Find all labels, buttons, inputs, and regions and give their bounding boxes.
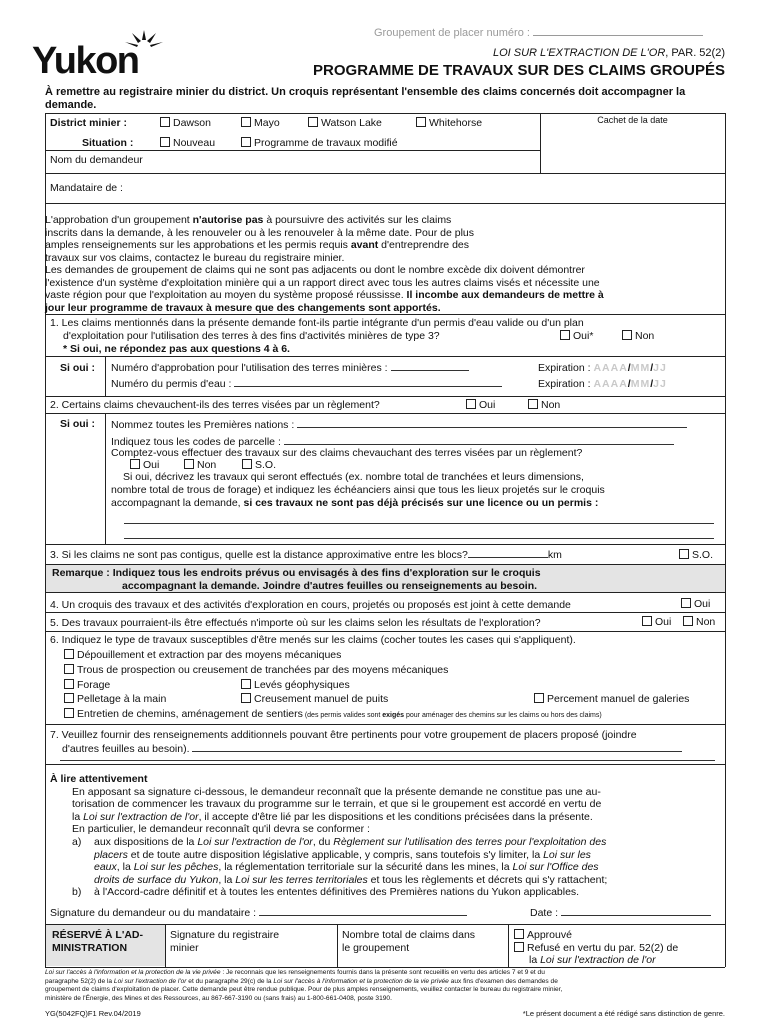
water-licence-expiration[interactable]: Expiration : AAAA/MM/JJ — [538, 378, 667, 390]
district-whitehorse[interactable]: Whitehorse — [416, 117, 482, 130]
applicant-name-field[interactable]: Nom du demandeur — [50, 154, 143, 166]
checkbox[interactable] — [160, 137, 170, 147]
read-carefully-title: À lire attentivement — [50, 773, 148, 785]
checkbox[interactable] — [160, 117, 170, 127]
signature-field[interactable]: Signature du demandeur ou du mandataire : — [50, 907, 467, 920]
q1-no[interactable]: Non — [622, 330, 654, 343]
checkbox[interactable] — [528, 399, 538, 409]
intro-paragraph-1: L'approbation d'un groupement n'autorise pas à poursuivre des activités sur les claims inscrits dans la demande, à les renouveler ou à les renouveler à la même date. Pour de plus amples renseignements sur les approbations et les permis requis avant d'entreprendre des travaux sur vos claims, contactez le bureau du registraire minier. — [45, 214, 474, 265]
checkbox[interactable] — [642, 616, 652, 626]
district-dawson[interactable]: Dawson — [160, 117, 211, 130]
q6-option-geophysics[interactable]: Levés géophysiques — [241, 679, 350, 692]
checkbox[interactable] — [534, 693, 544, 703]
question-5: 5. Des travaux pourraient-ils être effectués n'importe où sur les claims selon les résultats de l'exploration? — [50, 617, 541, 629]
parcel-codes-field[interactable]: Indiquez tous les codes de parcelle : — [111, 436, 674, 449]
land-use-approval-field[interactable]: Numéro d'approbation pour l'utilisation des terres minières : — [111, 362, 469, 375]
approved-option[interactable]: Approuvé — [514, 929, 678, 942]
privacy-notice: Loi sur l'accès à l'information et la protection de la vie privée : Je reconnais que les renseignements fournis dans la présente sont recueillis en vertu des articles 7 et 9 et du paragraphe 52(2) de la Loi sur l'extraction de l'or et du paragraphe 29(c) de la Loi sur l'accès à l'information et la protection de la vie privée aux fins d'examen des demandes de groupement de claims d'exploitation de placer. Cette demande peut être rendue publique. Pour de plus amples renseignements, veuillez contacter le bureau du registraire minier, ministère de l'Énergie, des Mines et des Ressources, au 867-667-3190 ou (sans frais) au 1-800-661-0408, poste 3190. — [45, 969, 563, 1002]
checkbox[interactable] — [241, 117, 251, 127]
group-number-field[interactable] — [374, 27, 703, 40]
remark-text: Remarque : Indiquez tous les endroits prévus ou envisagés à des fins d'exploration sur le croquis accompagnant la demande. Joindre d'autres feuilles ou renseignements au besoin. — [52, 567, 541, 592]
q2-si-oui: Si oui : — [60, 418, 95, 430]
intro-paragraph-2: Les demandes de groupement de claims qui ne sont pas adjacents ou dont le nombre excède dix doivent démontrer l'existence d'un système d'exploitation minière qui a un rapport direct avec tous les autres claims visés et nécessite une vaste région pour que l'exploitation au moyen du système proposé réussisse. Il incombe aux demandeurs de mettre à jour leur programme de travaux à mesure que des changements sont apportés. — [45, 264, 604, 315]
checkbox[interactable] — [64, 664, 74, 674]
q2-description-line-1[interactable] — [124, 523, 714, 524]
logo-wordmark: Yukon — [32, 40, 139, 82]
question-4: 4. Un croquis des travaux et des activités d'exploration en cours, projetés ou proposés est joint à cette demande — [50, 599, 571, 611]
q2-yes[interactable]: Oui — [466, 399, 495, 412]
district-mayo[interactable]: Mayo — [241, 117, 280, 130]
district-watson-lake[interactable]: Watson Lake — [308, 117, 382, 130]
form-code: YG(5042FQ)F1 Rev.04/2019 — [45, 1009, 141, 1018]
land-use-expiration[interactable]: Expiration : AAAA/MM/JJ — [538, 362, 667, 374]
checkbox[interactable] — [241, 679, 251, 689]
checkbox[interactable] — [64, 679, 74, 689]
checkbox[interactable] — [64, 693, 74, 703]
q6-option-hand-shaft[interactable]: Creusement manuel de puits — [241, 693, 388, 706]
checkbox[interactable] — [622, 330, 632, 340]
date-stamp-box — [540, 113, 725, 126]
q2-description-line-2[interactable] — [124, 538, 714, 539]
checkbox[interactable] — [466, 399, 476, 409]
q5-yes[interactable]: Oui — [642, 616, 671, 629]
checkbox[interactable] — [560, 330, 570, 340]
law-reference: LOI SUR L'EXTRACTION DE L'OR, PAR. 52(2) — [492, 47, 725, 59]
q2-work-question: Comptez-vous effectuer des travaux sur des claims chevauchant des terres visées par un règlement? — [111, 447, 583, 459]
question-7[interactable]: 7. Veuillez fournir des renseignements additionnels pouvant être pertinents pour votre groupement de placers proposé (joindre d'autres feuilles au besoin). — [50, 728, 682, 756]
checkbox[interactable] — [514, 942, 524, 952]
q2-work-so[interactable]: S.O. — [242, 459, 276, 472]
admin-reserved-label: RÉSERVÉ À L'AD- MINISTRATION — [52, 929, 143, 954]
water-licence-field[interactable]: Numéro du permis d'eau : — [111, 378, 502, 391]
refused-option[interactable]: Refusé en vertu du par. 52(2) de — [514, 942, 678, 955]
q3-so[interactable]: S.O. — [679, 549, 713, 562]
checkbox[interactable] — [130, 459, 140, 469]
checkbox[interactable] — [184, 459, 194, 469]
checkbox[interactable] — [242, 459, 252, 469]
q6-option-stripping[interactable]: Dépouillement et extraction par des moyens mécaniques — [64, 649, 341, 662]
q2-work-yes[interactable]: Oui — [130, 459, 159, 472]
situation-label: Situation : — [82, 137, 134, 149]
group-number-label: Groupement de placer numéro : — [374, 27, 530, 39]
q2-no[interactable]: Non — [528, 399, 560, 412]
date-stamp-label: Cachet de la date — [597, 115, 668, 125]
checkbox[interactable] — [416, 117, 426, 127]
checkbox[interactable] — [241, 137, 251, 147]
registrar-signature-cell[interactable]: Signature du registraire minier — [170, 929, 280, 954]
q6-option-roads[interactable]: Entretien de chemins, aménagement de sentiers (des permis valides sont exigés pour aménager des chemins sur les claims ou hors des claims) — [64, 708, 602, 721]
q1-si-oui: Si oui : — [60, 362, 95, 374]
checkbox[interactable] — [683, 616, 693, 626]
q6-option-drilling[interactable]: Forage — [64, 679, 110, 692]
question-2: 2. Certains claims chevauchent-ils des terres visées par un règlement? — [50, 399, 380, 411]
checkbox[interactable] — [679, 549, 689, 559]
checkbox[interactable] — [64, 708, 74, 718]
question-1: 1. Les claims mentionnés dans la présente demande font-ils partie intégrante d'un permis d'eau valide ou d'un plan d'exploitation pour l'utilisation des terres à des fins d'activités minières de type 3? * Si oui, ne répondez pas aux questions 4 à 6. — [50, 317, 584, 356]
situation-new[interactable]: Nouveau — [160, 137, 215, 150]
q4-yes[interactable]: Oui — [681, 598, 710, 611]
q5-no[interactable]: Non — [683, 616, 715, 629]
gender-note: *Le présent document a été rédigé sans distinction de genre. — [522, 1009, 725, 1018]
date-field[interactable]: Date : — [530, 907, 711, 920]
submission-instruction: À remettre au registraire minier du district. Un croquis représentant l'ensemble des claims concernés doit accompagner la demande. — [45, 86, 686, 112]
checkbox[interactable] — [241, 693, 251, 703]
checkbox[interactable] — [514, 929, 524, 939]
checkbox[interactable] — [308, 117, 318, 127]
question-3[interactable]: 3. Si les claims ne sont pas contigus, quelle est la distance approximative entre les blocs? km — [50, 549, 562, 561]
page-title: PROGRAMME DE TRAVAUX SUR DES CLAIMS GROUPÉS — [313, 62, 725, 79]
q6-option-hand-adit[interactable]: Percement manuel de galeries — [534, 693, 689, 706]
checkbox[interactable] — [64, 649, 74, 659]
q6-option-trenching[interactable]: Trous de prospection ou creusement de tranchées par des moyens mécaniques — [64, 664, 448, 677]
first-nations-field[interactable]: Nommez toutes les Premières nations : — [111, 419, 687, 432]
yukon-logo — [32, 30, 172, 82]
q2-work-no[interactable]: Non — [184, 459, 216, 472]
district-label: District minier : — [50, 117, 128, 129]
question-6: 6. Indiquez le type de travaux susceptibles d'être menés sur les claims (cocher toutes les cases qui s'appliquent). — [50, 634, 576, 646]
q6-option-hand-shovel[interactable]: Pelletage à la main — [64, 693, 166, 706]
q2-work-description: Si oui, décrivez les travaux qui seront effectués (ex. nombre total de tranchées et leurs dimensions, nombre total de trous de forage) et indiquez les échéanciers ainsi que tous les lieux projetés sur le croquis accompagnant la demande, si ces travaux ne sont pas déjà précisés sur une licence ou un permis : — [111, 471, 605, 510]
total-claims-cell[interactable]: Nombre total de claims dans le groupement — [342, 929, 476, 954]
admin-decision: Approuvé Refusé en vertu du par. 52(2) de la Loi sur l'extraction de l'or — [514, 929, 678, 967]
situation-modified[interactable]: Programme de travaux modifié — [241, 137, 398, 150]
q1-yes[interactable]: Oui* — [560, 330, 593, 343]
agent-field[interactable]: Mandataire de : — [50, 182, 123, 194]
checkbox[interactable] — [681, 598, 691, 608]
q7-line-2[interactable] — [60, 760, 715, 761]
read-carefully-section: À lire attentivement En apposant sa signature ci-dessous, le demandeur reconnaît que la présente demande ne constitue pas une au- torisation de commencer les travaux du programme sur le terrain, et que si le groupement est accordé en vertu de la Loi sur l'extraction de l'or, il accepte d'être lié par les dispositions et les conditions précisées dans la présente. En particulier, le demandeur reconnaît qu'il devra se conformer : a) aux dispositions de la Loi sur l'extraction de l'or, du Règlement sur l'utilisation des terres pour l'exploitation des placers et de toute autre disposition législative applicable, y compris, sans toutefois s'y limiter, la Loi sur les eaux, la Loi sur les pêches, la réglementation territoriale sur la sécurité dans les mines, la Loi sur l'Office des droits de surface du Yukon, la Loi sur les terres territoriales et tous les règlements et décrets qui s'y rattachent; b) à l'Accord-cadre définitif et à toutes les ententes définitives des Premières nations du Yukon applicables. — [50, 773, 722, 899]
